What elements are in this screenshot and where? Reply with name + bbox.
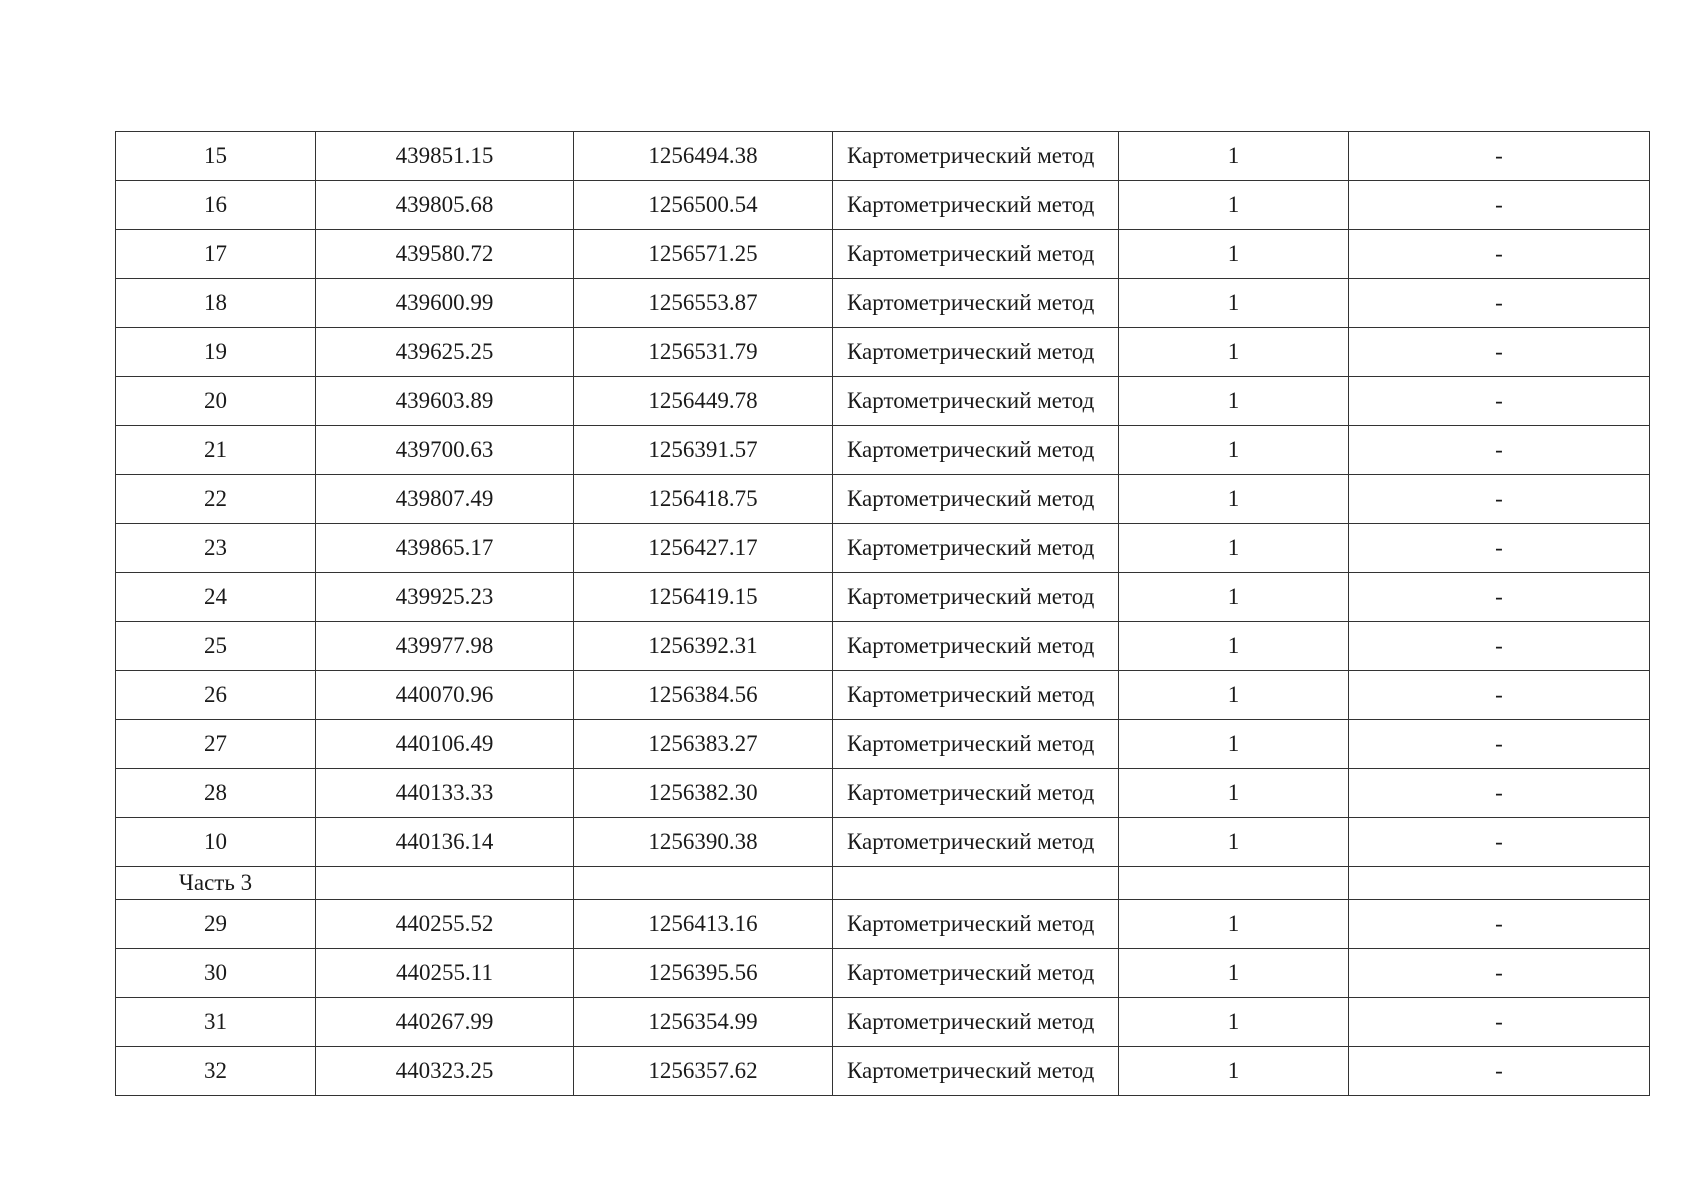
y-coordinate-cell: 1256449.78 [574,377,833,426]
point-number-cell: 29 [116,900,316,949]
method-cell: Картометрический метод [833,720,1119,769]
note-cell: - [1349,1047,1650,1096]
accuracy-cell: 1 [1119,328,1349,377]
y-coordinate-cell: 1256553.87 [574,279,833,328]
x-coordinate-cell: 439580.72 [316,230,574,279]
point-number-cell: 20 [116,377,316,426]
table-row [116,720,1650,769]
note-cell: - [1349,377,1650,426]
y-coordinate-cell: 1256383.27 [574,720,833,769]
table-row [116,475,1650,524]
note-cell: - [1349,279,1650,328]
coordinates-table [115,131,1650,1096]
note-cell: - [1349,622,1650,671]
x-coordinate-cell: 440136.14 [316,818,574,867]
x-coordinate-cell: 439925.23 [316,573,574,622]
empty-cell [316,867,574,900]
x-coordinate-cell: 439851.15 [316,132,574,181]
y-coordinate-cell: 1256390.38 [574,818,833,867]
note-cell: - [1349,524,1650,573]
y-coordinate-cell: 1256427.17 [574,524,833,573]
empty-cell [1349,867,1650,900]
method-cell: Картометрический метод [833,426,1119,475]
point-number-cell: 19 [116,328,316,377]
y-coordinate-cell: 1256500.54 [574,181,833,230]
note-cell: - [1349,181,1650,230]
y-coordinate-cell: 1256392.31 [574,622,833,671]
table-row [116,132,1650,181]
table-row [116,279,1650,328]
empty-cell [574,867,833,900]
coordinates-table-body [116,132,1650,1096]
method-cell: Картометрический метод [833,1047,1119,1096]
accuracy-cell: 1 [1119,720,1349,769]
method-cell: Картометрический метод [833,818,1119,867]
table-row [116,377,1650,426]
table-row [116,998,1650,1047]
method-cell: Картометрический метод [833,328,1119,377]
method-cell: Картометрический метод [833,671,1119,720]
method-cell: Картометрический метод [833,949,1119,998]
accuracy-cell: 1 [1119,900,1349,949]
empty-cell [1119,867,1349,900]
accuracy-cell: 1 [1119,671,1349,720]
x-coordinate-cell: 439865.17 [316,524,574,573]
table-row [116,230,1650,279]
accuracy-cell: 1 [1119,949,1349,998]
note-cell: - [1349,949,1650,998]
y-coordinate-cell: 1256395.56 [574,949,833,998]
note-cell: - [1349,230,1650,279]
point-number-cell: 18 [116,279,316,328]
x-coordinate-cell: 439600.99 [316,279,574,328]
x-coordinate-cell: 439700.63 [316,426,574,475]
accuracy-cell: 1 [1119,230,1349,279]
accuracy-cell: 1 [1119,998,1349,1047]
x-coordinate-cell: 440267.99 [316,998,574,1047]
x-coordinate-cell: 439625.25 [316,328,574,377]
y-coordinate-cell: 1256391.57 [574,426,833,475]
accuracy-cell: 1 [1119,377,1349,426]
table-row [116,671,1650,720]
accuracy-cell: 1 [1119,426,1349,475]
method-cell: Картометрический метод [833,279,1119,328]
x-coordinate-cell: 439805.68 [316,181,574,230]
accuracy-cell: 1 [1119,181,1349,230]
accuracy-cell: 1 [1119,818,1349,867]
note-cell: - [1349,426,1650,475]
point-number-cell: 26 [116,671,316,720]
point-number-cell: 25 [116,622,316,671]
y-coordinate-cell: 1256384.56 [574,671,833,720]
table-row [116,181,1650,230]
method-cell: Картометрический метод [833,524,1119,573]
empty-cell [833,867,1119,900]
y-coordinate-cell: 1256413.16 [574,900,833,949]
x-coordinate-cell: 440323.25 [316,1047,574,1096]
method-cell: Картометрический метод [833,998,1119,1047]
accuracy-cell: 1 [1119,132,1349,181]
point-number-cell: 30 [116,949,316,998]
accuracy-cell: 1 [1119,524,1349,573]
table-row [116,900,1650,949]
y-coordinate-cell: 1256419.15 [574,573,833,622]
section-header-row [116,867,1650,900]
table-row [116,949,1650,998]
note-cell: - [1349,818,1650,867]
point-number-cell: 27 [116,720,316,769]
y-coordinate-cell: 1256494.38 [574,132,833,181]
table-row [116,622,1650,671]
y-coordinate-cell: 1256357.62 [574,1047,833,1096]
point-number-cell: 10 [116,818,316,867]
table-row [116,769,1650,818]
y-coordinate-cell: 1256354.99 [574,998,833,1047]
x-coordinate-cell: 439977.98 [316,622,574,671]
y-coordinate-cell: 1256571.25 [574,230,833,279]
y-coordinate-cell: 1256418.75 [574,475,833,524]
note-cell: - [1349,475,1650,524]
accuracy-cell: 1 [1119,475,1349,524]
method-cell: Картометрический метод [833,769,1119,818]
x-coordinate-cell: 439603.89 [316,377,574,426]
method-cell: Картометрический метод [833,377,1119,426]
note-cell: - [1349,998,1650,1047]
method-cell: Картометрический метод [833,132,1119,181]
note-cell: - [1349,671,1650,720]
method-cell: Картометрический метод [833,230,1119,279]
point-number-cell: 32 [116,1047,316,1096]
x-coordinate-cell: 439807.49 [316,475,574,524]
point-number-cell: 21 [116,426,316,475]
accuracy-cell: 1 [1119,1047,1349,1096]
table-row [116,573,1650,622]
x-coordinate-cell: 440106.49 [316,720,574,769]
method-cell: Картометрический метод [833,900,1119,949]
note-cell: - [1349,573,1650,622]
point-number-cell: 24 [116,573,316,622]
y-coordinate-cell: 1256531.79 [574,328,833,377]
point-number-cell: 23 [116,524,316,573]
method-cell: Картометрический метод [833,573,1119,622]
x-coordinate-cell: 440133.33 [316,769,574,818]
point-number-cell: 17 [116,230,316,279]
method-cell: Картометрический метод [833,622,1119,671]
table-row [116,426,1650,475]
note-cell: - [1349,328,1650,377]
accuracy-cell: 1 [1119,573,1349,622]
x-coordinate-cell: 440070.96 [316,671,574,720]
note-cell: - [1349,720,1650,769]
table-row [116,1047,1650,1096]
point-number-cell: 16 [116,181,316,230]
table-row [116,328,1650,377]
table-row [116,818,1650,867]
section-label: Часть 3 [116,867,316,900]
x-coordinate-cell: 440255.11 [316,949,574,998]
x-coordinate-cell: 440255.52 [316,900,574,949]
accuracy-cell: 1 [1119,279,1349,328]
table-row [116,524,1650,573]
method-cell: Картометрический метод [833,475,1119,524]
y-coordinate-cell: 1256382.30 [574,769,833,818]
point-number-cell: 15 [116,132,316,181]
point-number-cell: 28 [116,769,316,818]
method-cell: Картометрический метод [833,181,1119,230]
note-cell: - [1349,132,1650,181]
note-cell: - [1349,769,1650,818]
point-number-cell: 31 [116,998,316,1047]
point-number-cell: 22 [116,475,316,524]
accuracy-cell: 1 [1119,622,1349,671]
accuracy-cell: 1 [1119,769,1349,818]
note-cell: - [1349,900,1650,949]
